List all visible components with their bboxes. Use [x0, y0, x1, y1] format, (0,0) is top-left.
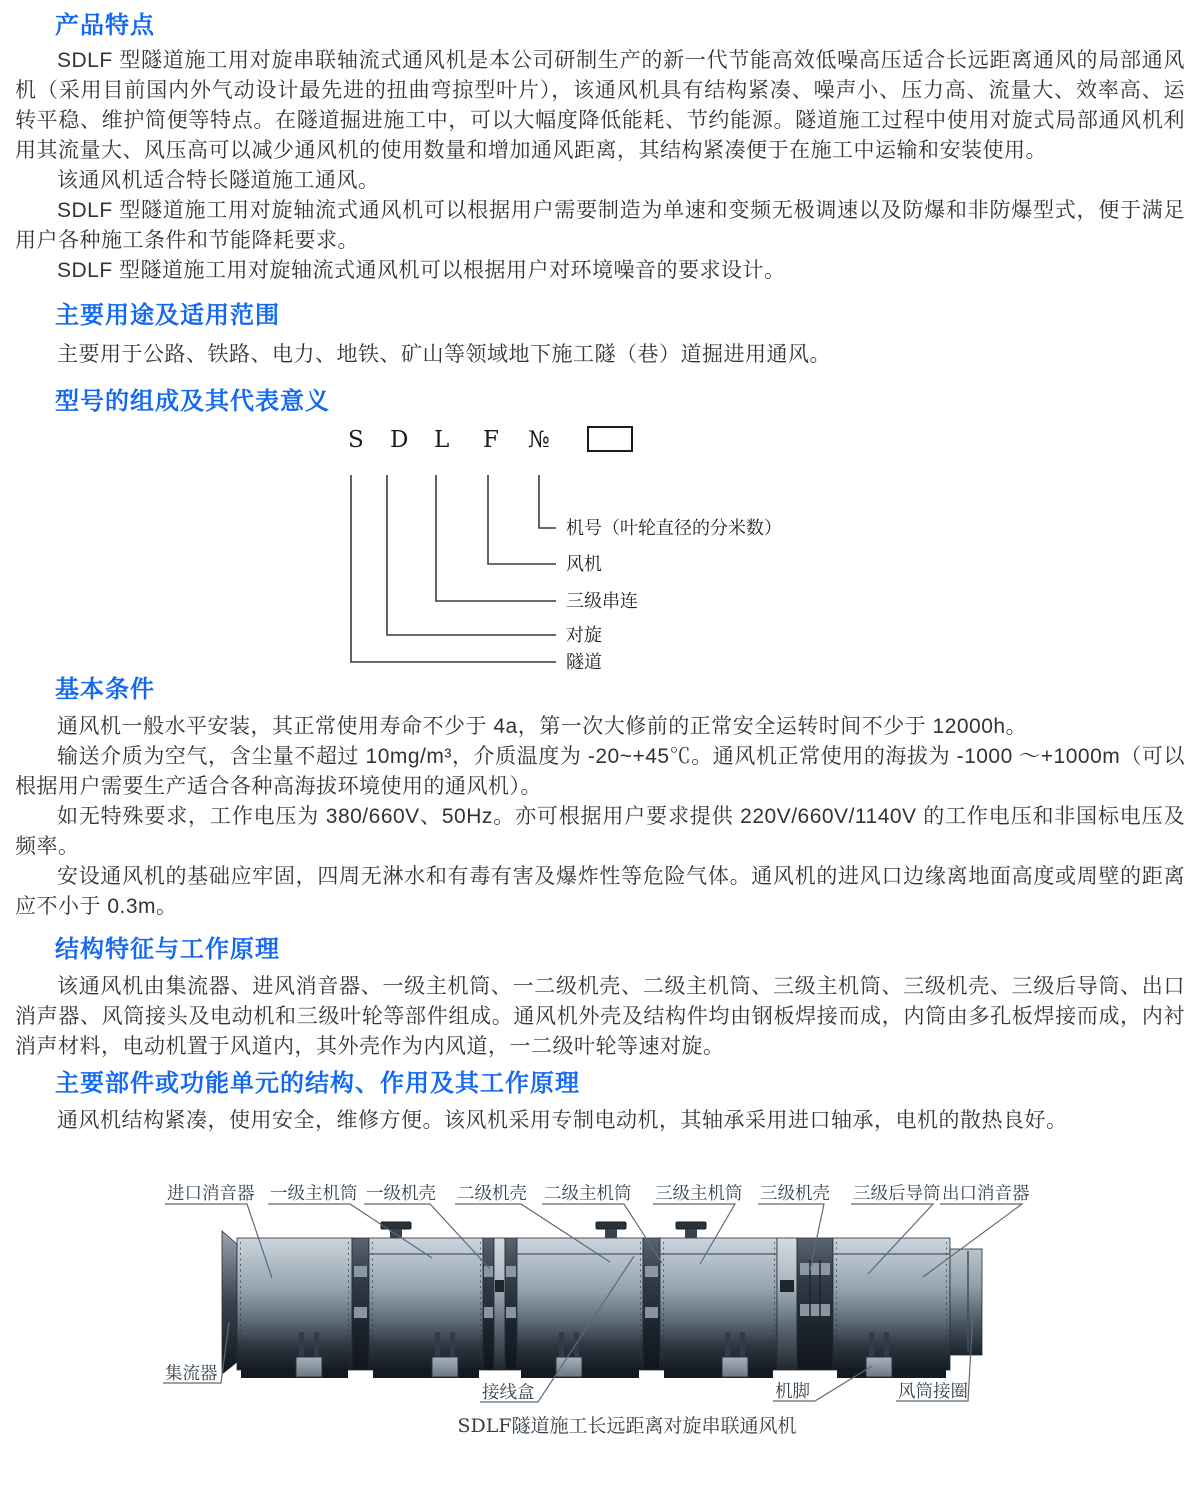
- features-paragraph-3: SDLF 型隧道施工用对旋轴流式通风机可以根据用户需要制造为单速和变频无极调速以及防爆和非防爆型式，便于满足用户各种施工条件和节能降耗要求。: [15, 199, 1185, 252]
- model-letter-d: D: [390, 427, 409, 453]
- casing-ring-2: [777, 1238, 797, 1370]
- label-stage1-casing: 一级机壳: [366, 1184, 436, 1204]
- fan-assembly-figure: [15, 1166, 1185, 1451]
- model-label-series: 三级串连: [566, 591, 638, 612]
- section-heading-model: 型号的组成及其代表意义: [55, 388, 330, 415]
- label-inlet-silencer: 进口消音器: [167, 1184, 255, 1204]
- stage3-main-section: [660, 1238, 777, 1370]
- features-paragraph-4: SDLF 型隧道施工用对旋轴流式通风机可以根据用户对环境噪音的要求设计。: [57, 259, 786, 282]
- structure-paragraph-1: 该通风机由集流器、进风消音器、一级主机筒、一二级机壳、二级主机筒、三级主机筒、三级机壳、三级后导筒、出口消声器、风筒接头及电动机和三级叶轮等部件组成。通风机外壳及结构件均由钢板焊接而成，内筒由多孔板焊接而成，内衬消声材料，电动机置于风道内，其外壳作为内风道，一二级叶轮等速对旋。: [15, 975, 1185, 1058]
- model-label-size: 机号（叶轮直径的分米数）: [566, 518, 782, 539]
- model-code-letters: [348, 427, 550, 453]
- basic-paragraph-3: 如无特殊要求，工作电压为 380/660V、50Hz。亦可根据用户要求提供 220V/660V/1140V 的工作电压和非国标电压及频率。: [15, 805, 1185, 858]
- inlet-bellmouth: [222, 1231, 237, 1374]
- label-outlet-silencer: 出口消音器: [942, 1184, 1030, 1204]
- model-label-contra: 对旋: [566, 625, 602, 646]
- section-skirts: [241, 1368, 946, 1378]
- flange-1: [352, 1238, 369, 1370]
- features-paragraph-2: 该通风机适合特长隧道施工通风。: [57, 169, 380, 192]
- model-label-tunnel: 隧道: [566, 652, 602, 673]
- usage-paragraph-1: 主要用于公路、铁路、电力、地铁、矿山等领域地下施工隧（巷）道掘进用通风。: [57, 343, 831, 366]
- model-meaning-labels: [566, 518, 782, 673]
- section-heading-components: 主要部件或功能单元的结构、作用及其工作原理: [55, 1070, 580, 1097]
- fan-body: [222, 1231, 982, 1374]
- model-connector-lines: [351, 475, 556, 662]
- label-stage3-casing: 三级机壳: [760, 1184, 830, 1204]
- model-number-box: [588, 427, 632, 451]
- basic-paragraph-1: 通风机一般水平安装，其正常使用寿命不少于 4a，第一次大修前的正常安全运转时间不少于 12000h。: [57, 715, 1028, 738]
- stage2-main-section: [517, 1238, 643, 1370]
- label-stage2-main: 二级主机筒: [544, 1184, 632, 1204]
- section-heading-usage: 主要用途及适用范围: [55, 302, 280, 329]
- features-paragraph-1: SDLF 型隧道施工用对旋串联轴流式通风机是本公司研制生产的新一代节能高效低噪高压适合长远距离通风的局部通风机（采用目前国内外气动设计最先进的扭曲弯掠型叶片），该通风机具有结构紧凑、噪声小、压力高、流量大、效率高、运转平稳、维护简便等特点。在隧道掘进施工中，可以大幅度降低能耗、节约能源。隧道施工过程中使用对旋式局部通风机利用其流量大、风压高可以减少通风机的使用数量和增加通风距离，其结构紧凑便于在施工中运输和安装使用。: [15, 49, 1185, 162]
- label-duct-ring: 风筒接圈: [898, 1382, 968, 1402]
- model-label-fan: 风机: [566, 554, 602, 575]
- section-heading-basic: 基本条件: [55, 676, 155, 703]
- outlet-silencer-section: [833, 1238, 950, 1370]
- casing-ring-1: [494, 1238, 505, 1370]
- duct-connection-ring: [950, 1249, 982, 1355]
- inlet-silencer-section: [237, 1238, 352, 1370]
- section-heading-features: 产品特点: [55, 12, 155, 39]
- flange-2: [483, 1238, 494, 1370]
- model-designation-diagram: [15, 416, 1185, 674]
- label-stage2-casing: 二级机壳: [457, 1184, 527, 1204]
- figure-caption: SDLF隧道施工长远距离对旋串联通风机: [457, 1415, 797, 1437]
- model-letter-no: №: [528, 427, 550, 453]
- stage1-main-section: [369, 1238, 483, 1370]
- label-collector: 集流器: [165, 1364, 218, 1384]
- lifting-lugs: [381, 1222, 706, 1238]
- basic-paragraph-4: 安设通风机的基础应牢固，四周无淋水和有毒有害及爆炸性等危险气体。通风机的进风口边缘离地面高度或周壁的距离应不小于 0.3m。: [15, 865, 1185, 918]
- label-junction-box: 接线盒: [482, 1383, 535, 1403]
- label-rear-guide: 三级后导筒: [853, 1184, 941, 1204]
- model-letter-f: F: [483, 427, 499, 453]
- flange-3: [505, 1238, 517, 1370]
- components-paragraph-1: 通风机结构紧凑，使用安全，维修方便。该风机采用专制电动机，其轴承采用进口轴承，电机的散热良好。: [57, 1109, 1068, 1132]
- label-stage1-main: 一级主机筒: [270, 1184, 358, 1204]
- model-letter-l: L: [434, 427, 450, 453]
- basic-paragraph-2: 输送介质为空气，含尘量不超过 10mg/m³，介质温度为 -20~+45℃。通风机正常使用的海拔为 -1000 ～+1000m（可以根据用户需要生产适合各种高海拔环境使用的通风机）。: [15, 745, 1185, 798]
- section-heading-structure: 结构特征与工作原理: [55, 936, 280, 963]
- label-stage3-main: 三级主机筒: [655, 1184, 743, 1204]
- flange-4: [643, 1238, 660, 1370]
- label-machine-foot: 机脚: [775, 1382, 810, 1402]
- model-letter-s: S: [348, 427, 364, 453]
